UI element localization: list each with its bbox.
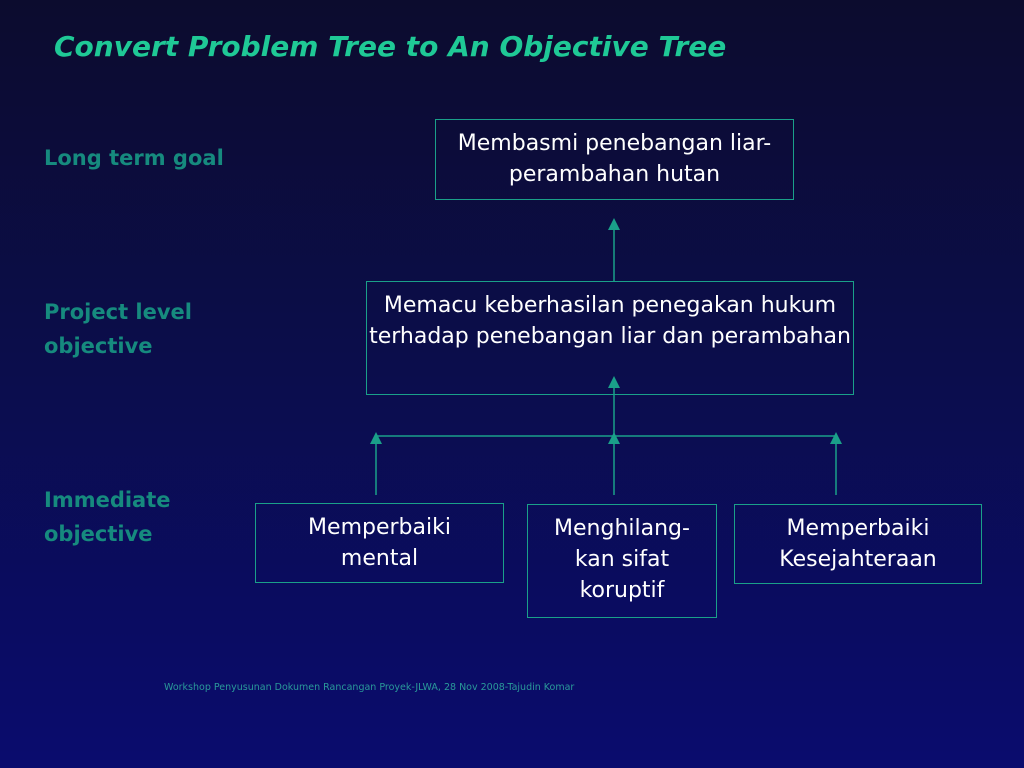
node-immediate-3-text: Memperbaiki Kesejahteraan <box>779 516 937 572</box>
level-label-project: Project level objective <box>44 300 192 358</box>
node-project-objective-text: Memacu keberhasilan penegakan hukum terhadap penebangan liar dan perambahan <box>369 293 851 349</box>
level-label-immediate: Immediate objective <box>44 488 171 546</box>
node-immediate-2 <box>527 504 717 618</box>
node-immediate-1-text: Memperbaiki mental <box>308 515 451 571</box>
level-label-long-term: Long term goal <box>44 146 224 170</box>
footer-text: Workshop Penyusunan Dokumen Rancangan Proyek-JLWA, 28 Nov 2008-Tajudin Komar <box>164 682 575 693</box>
node-project-objective <box>366 281 854 395</box>
node-immediate-2-text: Menghilang-kan sifat koruptif <box>554 516 690 603</box>
node-long-term-goal-text: Membasmi penebangan liar-perambahan hutan <box>457 131 772 187</box>
node-long-term-goal <box>435 119 794 200</box>
node-immediate-3 <box>734 504 982 584</box>
node-immediate-1 <box>255 503 504 583</box>
slide-title: Convert Problem Tree to An Objective Tree <box>54 30 727 63</box>
